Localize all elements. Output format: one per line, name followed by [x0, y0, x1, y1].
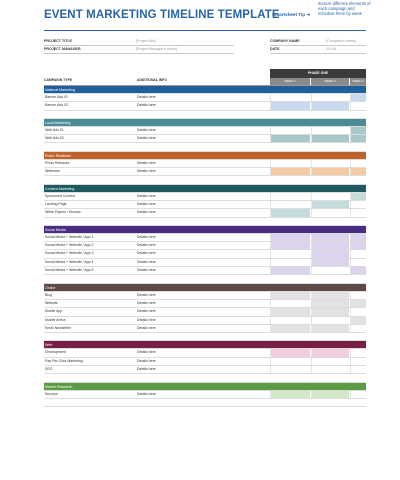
- campaign-item: Social Media + Website / App 4: [45, 259, 94, 264]
- project-manager-field[interactable]: [Project Manager's name]: [136, 47, 177, 51]
- table-row[interactable]: [44, 259, 366, 267]
- week-1-cell[interactable]: [270, 358, 310, 365]
- project-title-label: PROJECT TITLE: [44, 39, 72, 43]
- page-title: EVENT MARKETING TIMELINE TEMPLATE: [44, 9, 280, 21]
- date-label: DATE: [270, 47, 280, 51]
- spacer-row: [44, 176, 366, 184]
- week-2-cell[interactable]: [311, 234, 349, 241]
- week-1-cell[interactable]: [270, 325, 310, 332]
- additional-info: Details here: [137, 259, 156, 264]
- category-header: [44, 152, 366, 160]
- project-title-field[interactable]: [Project title]: [136, 39, 156, 43]
- week-3-cell[interactable]: [350, 209, 366, 216]
- week-2-cell[interactable]: [311, 300, 349, 307]
- week-2-cell[interactable]: [311, 209, 349, 216]
- week-3-cell[interactable]: [350, 325, 366, 332]
- week-3-cell[interactable]: [350, 234, 366, 241]
- week-1-cell[interactable]: [270, 308, 310, 315]
- additional-info: Details here: [137, 317, 156, 322]
- campaign-item: Social Media + Website / App 2: [45, 243, 94, 248]
- week-1-cell[interactable]: [270, 127, 310, 134]
- week-3-cell[interactable]: [350, 94, 366, 101]
- timeline-grid: [44, 86, 366, 407]
- week-1-cell[interactable]: [270, 193, 310, 200]
- week-1-cell[interactable]: [270, 349, 310, 356]
- spacer-row: [44, 218, 366, 226]
- campaign-item: Pay-Per-Click Marketing: [45, 358, 83, 363]
- week-3-cell[interactable]: [350, 168, 366, 175]
- category-label: Content Marketing: [45, 186, 75, 191]
- table-row[interactable]: [44, 135, 366, 143]
- table-row[interactable]: [44, 325, 366, 333]
- campaign-type-header: CAMPAIGN TYPE: [44, 78, 73, 82]
- week-1-cell[interactable]: [270, 201, 310, 208]
- table-row[interactable]: [44, 358, 366, 366]
- campaign-item: Social Media + Website / App 1: [45, 234, 94, 239]
- week-2-cell[interactable]: [311, 292, 349, 299]
- additional-info: Details here: [137, 325, 156, 330]
- week-1-cell[interactable]: [270, 234, 310, 241]
- additional-info: Details here: [137, 358, 156, 363]
- category-header: [44, 185, 366, 193]
- additional-info: Details here: [137, 367, 156, 372]
- week-3-cell[interactable]: [350, 201, 366, 208]
- campaign-item: Webinars: [45, 169, 60, 174]
- date-field[interactable]: 1/1/16: [326, 47, 336, 51]
- week-3-cell[interactable]: [350, 160, 366, 167]
- additional-info: Details here: [137, 127, 156, 132]
- week-1-cell[interactable]: [270, 300, 310, 307]
- category-label: Social Media: [45, 227, 66, 232]
- week-3-cell[interactable]: [350, 292, 366, 299]
- category-label: Market Research: [45, 384, 73, 389]
- meta-divider: [270, 45, 366, 46]
- week-1-cell[interactable]: [270, 168, 310, 175]
- week-3-cell[interactable]: [350, 308, 366, 315]
- week-2-cell[interactable]: [311, 242, 349, 249]
- week-1-cell[interactable]: [270, 317, 310, 324]
- campaign-item: Blog: [45, 292, 53, 297]
- table-row[interactable]: [44, 250, 366, 258]
- week-3-cell[interactable]: [350, 358, 366, 365]
- additional-info: Details here: [137, 309, 156, 314]
- week-2-cell[interactable]: [311, 102, 349, 109]
- meta-divider: [44, 45, 234, 46]
- week-2-cell[interactable]: [311, 366, 349, 373]
- table-row[interactable]: [44, 267, 366, 275]
- week-2-cell[interactable]: [311, 201, 349, 208]
- additional-info: Details here: [137, 193, 156, 198]
- week-1-cell[interactable]: [270, 250, 310, 257]
- additional-info-header: ADDITIONAL INFO: [137, 78, 167, 82]
- week-3-cell[interactable]: [350, 135, 366, 142]
- week-2-cell[interactable]: [311, 349, 349, 356]
- week-1-header: WEEK 1: [270, 78, 310, 85]
- week-2-cell[interactable]: [311, 135, 349, 142]
- spacer-row: [44, 275, 366, 283]
- meta-divider: [270, 53, 366, 54]
- week-2-cell[interactable]: [311, 168, 349, 175]
- table-row[interactable]: [44, 127, 366, 135]
- table-row[interactable]: [44, 308, 366, 316]
- campaign-item: White Papers / Ebooks: [45, 210, 81, 215]
- category-header: [44, 383, 366, 391]
- additional-info: Details here: [137, 268, 156, 273]
- week-3-cell[interactable]: [350, 102, 366, 109]
- additional-info: Details here: [137, 160, 156, 165]
- week-2-cell[interactable]: [311, 259, 349, 266]
- campaign-item: Surveys: [45, 391, 58, 396]
- week-3-cell[interactable]: [350, 242, 366, 249]
- week-2-cell[interactable]: [311, 193, 349, 200]
- category-header: [44, 284, 366, 292]
- additional-info: Details here: [137, 136, 156, 141]
- week-2-cell[interactable]: [311, 325, 349, 332]
- spacer-row: [44, 143, 366, 151]
- spacer-row: [44, 333, 366, 341]
- week-3-cell[interactable]: [350, 193, 366, 200]
- campaign-item: Web Ads 02: [45, 136, 64, 141]
- company-name-label: COMPANY NAME: [270, 39, 300, 43]
- table-row[interactable]: [44, 160, 366, 168]
- table-row[interactable]: [44, 201, 366, 209]
- category-label: Web: [45, 343, 53, 348]
- table-row[interactable]: [44, 292, 366, 300]
- week-1-cell[interactable]: [270, 267, 310, 274]
- campaign-item: Email Newsletter: [45, 325, 72, 330]
- campaign-item: Banner Ads 02: [45, 103, 68, 108]
- table-row[interactable]: [44, 300, 366, 308]
- week-2-cell[interactable]: [311, 317, 349, 324]
- week-1-cell[interactable]: [270, 94, 310, 101]
- additional-info: Details here: [137, 350, 156, 355]
- meta-divider: [44, 53, 234, 54]
- additional-info: Details here: [137, 201, 156, 206]
- category-header: [44, 119, 366, 127]
- table-row[interactable]: [44, 349, 366, 357]
- week-1-cell[interactable]: [270, 209, 310, 216]
- week-3-cell[interactable]: [350, 267, 366, 274]
- week-1-cell[interactable]: [270, 160, 310, 167]
- spacer-row: [44, 399, 366, 407]
- campaign-item: Mobile Arena: [45, 317, 66, 322]
- additional-info: Details here: [137, 103, 156, 108]
- campaign-item: Mobile App: [45, 309, 63, 314]
- additional-info: Details here: [137, 234, 156, 239]
- phase-one-header: PHASE ONE: [270, 69, 366, 78]
- table-row[interactable]: [44, 209, 366, 217]
- week-2-cell[interactable]: [311, 391, 349, 398]
- week-3-cell[interactable]: [350, 391, 366, 398]
- category-header: [44, 226, 366, 234]
- week-2-cell[interactable]: [311, 308, 349, 315]
- week-1-cell[interactable]: [270, 135, 310, 142]
- week-3-cell[interactable]: [350, 317, 366, 324]
- category-label: National Marketing: [45, 88, 75, 92]
- project-manager-label: PROJECT MANAGER: [44, 47, 81, 51]
- campaign-item: Development: [45, 350, 66, 355]
- week-2-cell[interactable]: [311, 267, 349, 274]
- week-1-cell[interactable]: [270, 391, 310, 398]
- table-row[interactable]: [44, 391, 366, 399]
- spacer-row: [44, 374, 366, 382]
- campaign-item: Landing Page: [45, 201, 67, 206]
- additional-info: Details here: [137, 251, 156, 256]
- week-3-cell[interactable]: [350, 127, 366, 134]
- campaign-item: SEO: [45, 367, 53, 372]
- week-3-cell[interactable]: [350, 300, 366, 307]
- additional-info: Details here: [137, 169, 156, 174]
- week-2-cell[interactable]: [311, 94, 349, 101]
- table-row[interactable]: [44, 168, 366, 176]
- campaign-item: Press Releases: [45, 160, 70, 165]
- campaign-item: Website: [45, 300, 58, 305]
- title-divider: [44, 30, 366, 31]
- week-2-cell[interactable]: [311, 250, 349, 257]
- week-1-cell[interactable]: [270, 102, 310, 109]
- table-row[interactable]: [44, 94, 366, 102]
- category-label: Public Relations: [45, 153, 71, 158]
- smartsheet-tip-label[interactable]: Smartsheet Tip ➜: [272, 12, 311, 17]
- table-row[interactable]: [44, 193, 366, 201]
- category-label: Local Marketing: [45, 120, 71, 125]
- tip-note: Itemize different elements of each campaign and schedule them by week: [318, 1, 371, 17]
- company-name-field[interactable]: [Company's name]: [326, 39, 356, 43]
- category-label: Online: [45, 285, 56, 290]
- table-row[interactable]: [44, 317, 366, 325]
- campaign-item: Banner Ads 01: [45, 95, 68, 99]
- campaign-item: Web Ads 01: [45, 127, 64, 132]
- week-1-cell[interactable]: [270, 292, 310, 299]
- campaign-item: Social Media + Website / App 5: [45, 268, 94, 273]
- additional-info: Details here: [137, 95, 156, 99]
- additional-info: Details here: [137, 292, 156, 297]
- week-1-cell[interactable]: [270, 242, 310, 249]
- table-row[interactable]: [44, 242, 366, 250]
- table-row[interactable]: [44, 366, 366, 374]
- week-3-cell[interactable]: [350, 366, 366, 373]
- category-header: [44, 86, 366, 94]
- campaign-item: Sponsored Content: [45, 193, 76, 198]
- week-2-cell[interactable]: [311, 358, 349, 365]
- spacer-row: [44, 111, 366, 119]
- campaign-item: Social Media + Website / App 3: [45, 251, 94, 256]
- table-row[interactable]: [44, 102, 366, 110]
- week-2-cell[interactable]: [311, 160, 349, 167]
- week-3-cell[interactable]: [350, 250, 366, 257]
- week-2-header: WEEK 2: [311, 78, 349, 85]
- week-3-header: WEEK 3: [350, 78, 366, 85]
- week-1-cell[interactable]: [270, 259, 310, 266]
- additional-info: Details here: [137, 210, 156, 215]
- table-row[interactable]: [44, 234, 366, 242]
- additional-info: Details here: [137, 300, 156, 305]
- week-1-cell[interactable]: [270, 366, 310, 373]
- week-2-cell[interactable]: [311, 127, 349, 134]
- week-3-cell[interactable]: [350, 349, 366, 356]
- additional-info: Details here: [137, 391, 156, 396]
- week-3-cell[interactable]: [350, 259, 366, 266]
- additional-info: Details here: [137, 243, 156, 248]
- category-header: [44, 341, 366, 349]
